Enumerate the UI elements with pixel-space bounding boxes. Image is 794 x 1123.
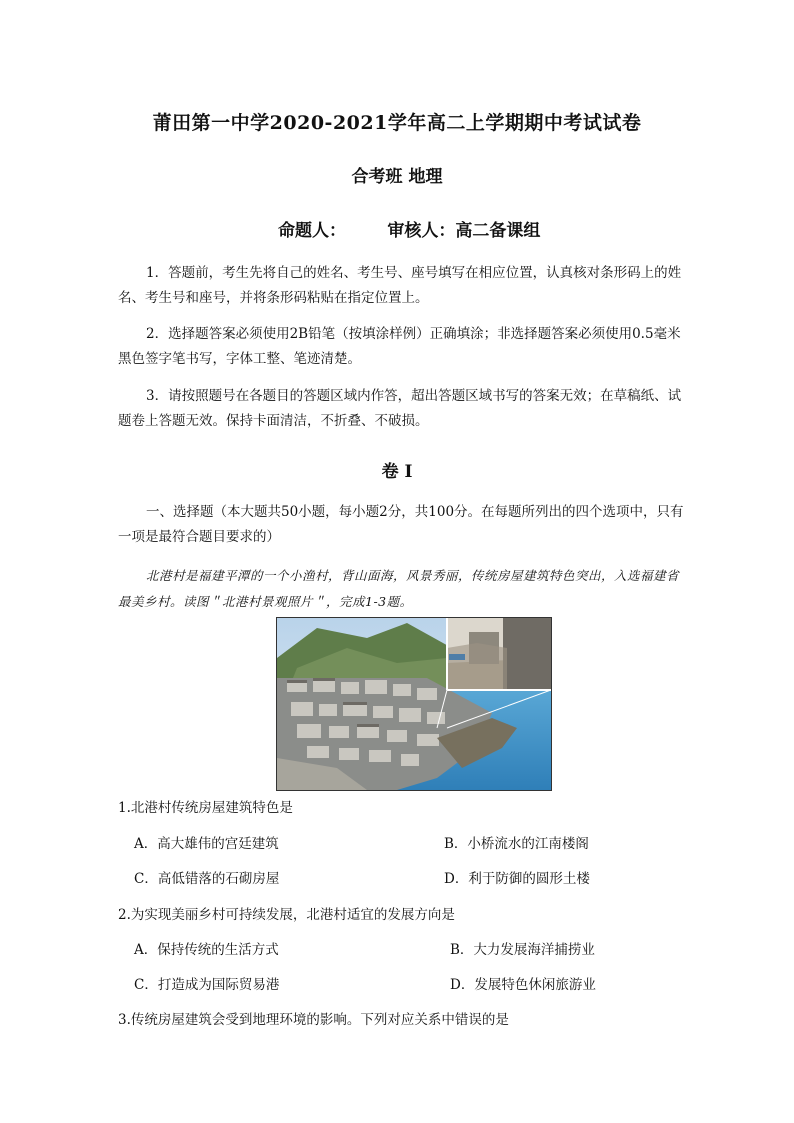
exam-title: 莆田第一中学2020-2021学年高二上学期期中考试试卷 bbox=[152, 112, 642, 134]
question-2-option-d: D．发展特色休闲旅游业 bbox=[450, 977, 596, 993]
instruction-2: 2．选择题答案必须使用2B铅笔（按填涂样例）正确填涂；非选择题答案必须使用0.5毫米黑色签字笔书写，字体工整、笔迹清楚。 bbox=[118, 326, 681, 367]
question-1-option-d: D．利于防御的圆形土楼 bbox=[444, 871, 590, 887]
exam-subtitle: 合考班 地理 bbox=[351, 167, 443, 187]
beigang-village-photo bbox=[276, 617, 552, 791]
question-2-option-b: B．大力发展海洋捕捞业 bbox=[450, 942, 595, 958]
volume-heading: 卷 I bbox=[381, 462, 413, 482]
section-intro: 一、选择题（本大题共50小题，每小题2分，共100分。在每题所列出的四个选项中，只有一项是最符合题目要求的） bbox=[118, 504, 684, 545]
question-1-stem: 1.北港村传统房屋建筑特色是 bbox=[118, 800, 293, 816]
question-1-option-b: B．小桥流水的江南楼阁 bbox=[444, 836, 589, 852]
instruction-3: 3．请按照题号在各题目的答题区域内作答，超出答题区域书写的答案无效；在草稿纸、试题卷上答题无效。保持卡面清洁，不折叠、不破损。 bbox=[118, 388, 682, 429]
material-text: 北港村是福建平潭的一个小渔村，背山面海，风景秀丽，传统房屋建筑特色突出，入选福建省最美乡村。读图＂北港村景观照片＂，完成1-3题。 bbox=[118, 568, 680, 609]
exam-authors: 命题人： 审核人：高二备课组 bbox=[278, 221, 541, 241]
question-3-stem: 3.传统房屋建筑会受到地理环境的影响。下列对应关系中错误的是 bbox=[118, 1012, 509, 1028]
question-2-stem: 2.为实现美丽乡村可持续发展，北港村适宜的发展方向是 bbox=[118, 907, 455, 923]
question-1-option-a: A．高大雄伟的宫廷建筑 bbox=[134, 836, 279, 852]
question-2-option-c: C．打造成为国际贸易港 bbox=[134, 977, 280, 993]
instruction-1: 1．答题前，考生先将自己的姓名、考生号、座号填写在相应位置，认真核对条形码上的姓名、考生号和座号，并将条形码粘贴在指定位置上。 bbox=[118, 265, 682, 306]
question-1-option-c: C．高低错落的石砌房屋 bbox=[134, 871, 280, 887]
question-2-option-a: A．保持传统的生活方式 bbox=[134, 942, 279, 958]
